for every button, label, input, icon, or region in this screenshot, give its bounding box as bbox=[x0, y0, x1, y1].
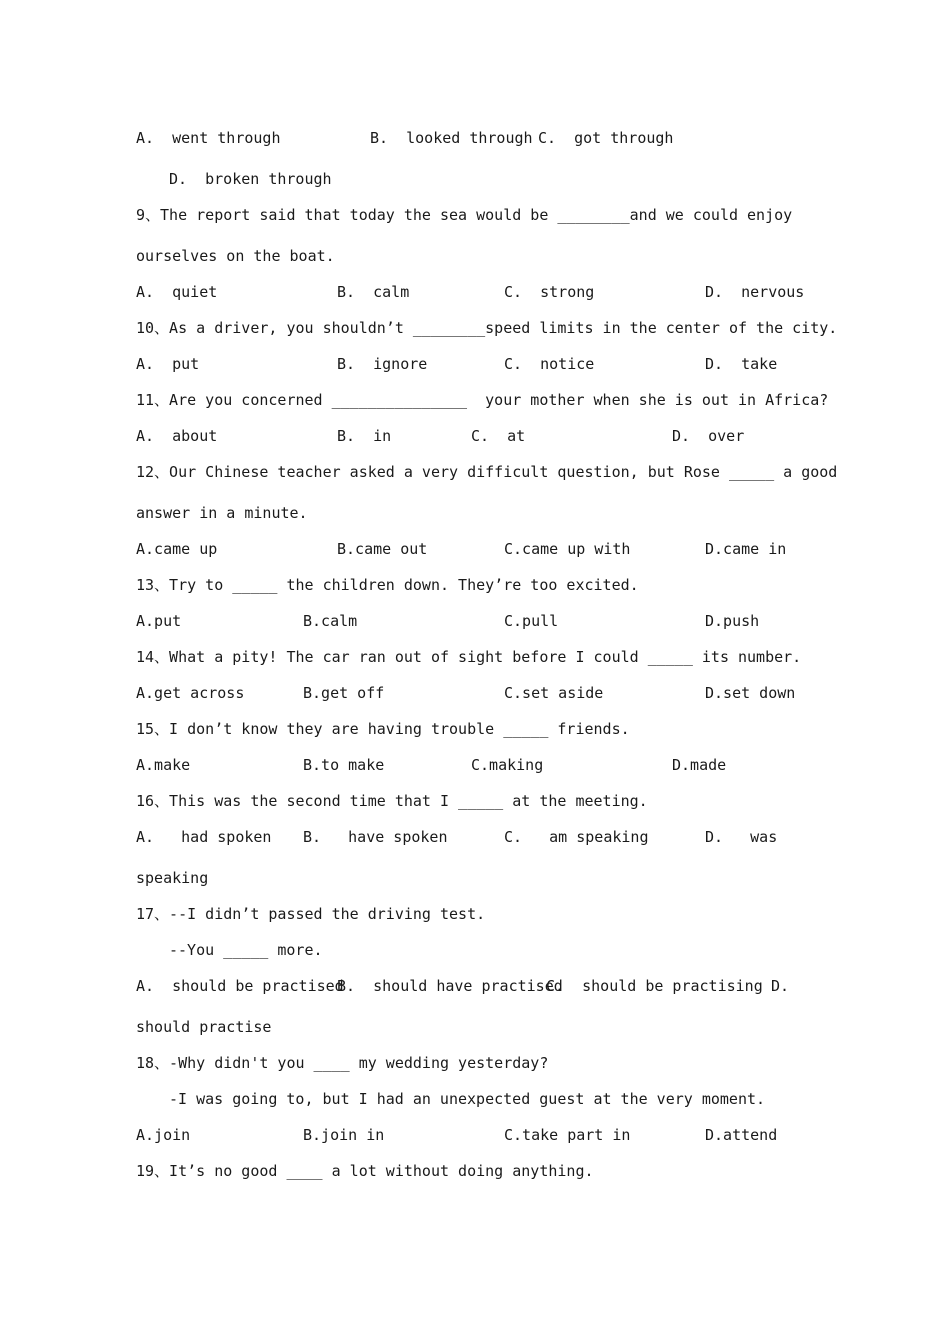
q19-question: 19、It’s no good ____ a lot without doing anything. bbox=[136, 1162, 594, 1180]
q11-question: 11、Are you concerned _______________ your mother when she is out in Africa? bbox=[136, 391, 829, 409]
q17-question-reply: --You _____ more. bbox=[169, 941, 323, 959]
q10-option-c: C. notice bbox=[504, 355, 595, 373]
q8-option-c: C. got through bbox=[538, 129, 674, 147]
q16-question: 16、This was the second time that I _____ at the meeting. bbox=[136, 792, 648, 810]
q12-option-c: C.came up with bbox=[504, 540, 631, 558]
q18-option-d: D.attend bbox=[705, 1126, 778, 1144]
q12-option-d: D.came in bbox=[705, 540, 787, 558]
q12-option-a: A.came up bbox=[136, 540, 218, 558]
q16-option-d-cont: speaking bbox=[136, 869, 209, 887]
q15-option-a: A.make bbox=[136, 756, 191, 774]
q16-option-c: C. am speaking bbox=[504, 828, 649, 846]
q16-option-b: B. have spoken bbox=[303, 828, 448, 846]
q18-option-b: B.join in bbox=[303, 1126, 385, 1144]
q10-question: 10、As a driver, you shouldn’t ________speed limits in the center of the city. bbox=[136, 319, 838, 337]
q11-option-d: D. over bbox=[672, 427, 745, 445]
q10-option-b: B. ignore bbox=[337, 355, 428, 373]
q15-option-c: C.making bbox=[471, 756, 544, 774]
q17-question: 17、--I didn’t passed the driving test. bbox=[136, 905, 486, 923]
q11-option-b: B. in bbox=[337, 427, 392, 445]
q18-question: 18、-Why didn't you ____ my wedding yesterday? bbox=[136, 1054, 549, 1072]
q8-option-d: D. broken through bbox=[169, 170, 332, 188]
q13-question: 13、Try to _____ the children down. They’re too excited. bbox=[136, 576, 639, 594]
q14-option-b: B.get off bbox=[303, 684, 385, 702]
q9-question-cont: ourselves on the boat. bbox=[136, 247, 335, 265]
q18-option-c: C.take part in bbox=[504, 1126, 631, 1144]
q9-question: 9、The report said that today the sea would be ________and we could enjoy bbox=[136, 206, 793, 224]
q13-option-b: B.calm bbox=[303, 612, 358, 630]
q14-option-a: A.get across bbox=[136, 684, 245, 702]
q13-option-a: A.put bbox=[136, 612, 182, 630]
q10-option-d: D. take bbox=[705, 355, 778, 373]
q14-option-d: D.set down bbox=[705, 684, 796, 702]
q18-option-a: A.join bbox=[136, 1126, 191, 1144]
q16-option-d: D. was bbox=[705, 828, 778, 846]
q8-option-a: A. went through bbox=[136, 129, 281, 147]
q9-option-b: B. calm bbox=[337, 283, 410, 301]
q11-option-a: A. about bbox=[136, 427, 218, 445]
q17-option-b: B. should have practised bbox=[337, 977, 563, 995]
q13-option-d: D.push bbox=[705, 612, 760, 630]
q12-question-cont: answer in a minute. bbox=[136, 504, 308, 522]
q17-option-d-cont: should practise bbox=[136, 1018, 272, 1036]
q12-option-b: B.came out bbox=[337, 540, 428, 558]
q10-option-a: A. put bbox=[136, 355, 200, 373]
q17-option-d: D. bbox=[771, 977, 790, 995]
q12-question: 12、Our Chinese teacher asked a very difficult question, but Rose _____ a good bbox=[136, 463, 838, 481]
q15-option-d: D.made bbox=[672, 756, 727, 774]
q18-question-reply: -I was going to, but I had an unexpected guest at the very moment. bbox=[169, 1090, 766, 1108]
q9-option-c: C. strong bbox=[504, 283, 595, 301]
q14-option-c: C.set aside bbox=[504, 684, 604, 702]
q14-question: 14、What a pity! The car ran out of sight before I could _____ its number. bbox=[136, 648, 802, 666]
q9-option-d: D. nervous bbox=[705, 283, 805, 301]
q8-option-b: B. looked through bbox=[370, 129, 533, 147]
q9-option-a: A. quiet bbox=[136, 283, 218, 301]
q11-option-c: C. at bbox=[471, 427, 526, 445]
q17-option-a: A. should be practised bbox=[136, 977, 344, 995]
q16-option-a: A. had spoken bbox=[136, 828, 272, 846]
q17-option-c: C. should be practising bbox=[546, 977, 763, 995]
q15-option-b: B.to make bbox=[303, 756, 385, 774]
q13-option-c: C.pull bbox=[504, 612, 559, 630]
q15-question: 15、I don’t know they are having trouble _____ friends. bbox=[136, 720, 630, 738]
